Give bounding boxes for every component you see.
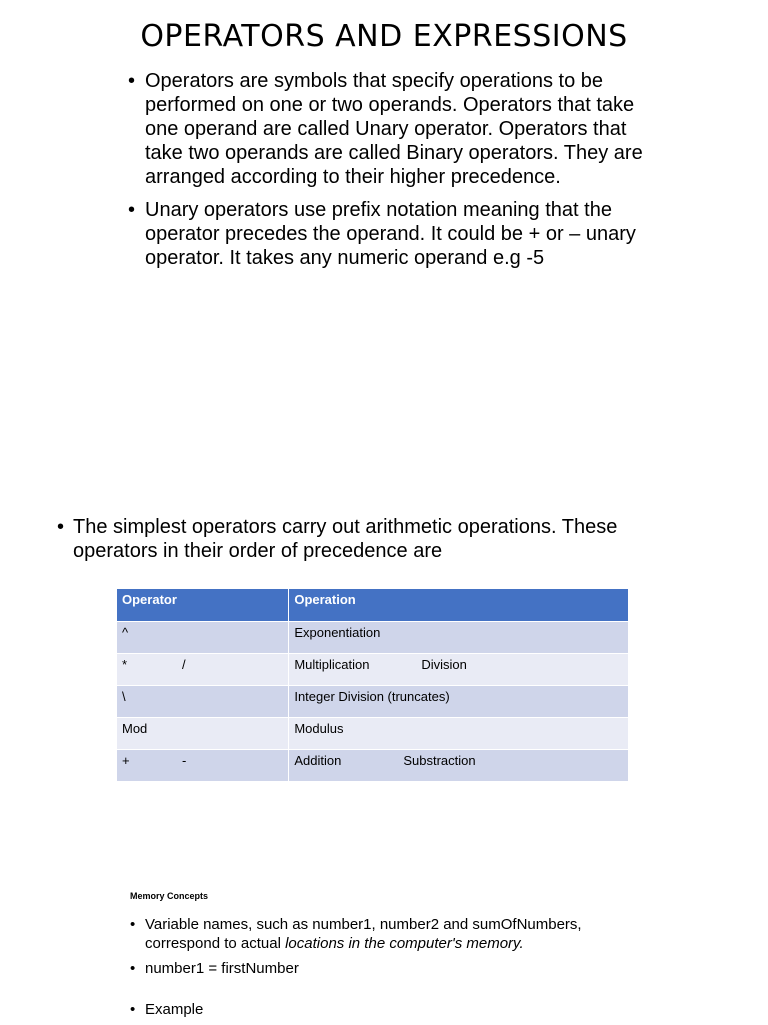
- operation-name: Modulus: [294, 720, 344, 736]
- operation-cell: [289, 653, 629, 685]
- operation-cell: [289, 749, 629, 781]
- operator-symbol: Mod: [122, 720, 148, 736]
- operation-cell: [289, 621, 629, 653]
- bullet-icon: •: [128, 199, 136, 221]
- operator-cell: [117, 717, 289, 749]
- operation-name: Division: [421, 656, 467, 672]
- operator-cell: [117, 685, 289, 717]
- bullet-icon: •: [130, 916, 136, 933]
- bullet-icon: •: [130, 1001, 136, 1018]
- operator-precedence-table: [117, 589, 629, 782]
- table-row: [117, 717, 629, 749]
- operator-symbol: *: [122, 656, 128, 672]
- bullet-text-italic: locations in the computer's memory.: [285, 935, 524, 952]
- list-item: [57, 515, 657, 563]
- operator-symbol: /: [182, 656, 186, 672]
- operator-symbol: ^: [122, 624, 129, 640]
- intro-bullet-list: [128, 69, 648, 279]
- operator-cell: [117, 621, 289, 653]
- list-item: [130, 959, 650, 978]
- bullet-text: Operators are symbols that specify operations to be performed on one or two operands. Operators that take one operand are called Unary operator. Operators that take two operands are called Binary operators. They are arranged according to their higher precedence.: [145, 70, 643, 188]
- operator-cell: [117, 749, 289, 781]
- list-item: [130, 1000, 650, 1019]
- table-header-row: [117, 589, 629, 621]
- bullet-text: Variable names, such as number1, number2 and sumOfNumbers, correspond to actual: [145, 916, 582, 952]
- bullet-text: The simplest operators carry out arithmetic operations. These operators in their order of precedence are: [73, 516, 618, 562]
- list-item: [128, 198, 648, 270]
- bullet-text: number1 = firstNumber: [145, 960, 299, 977]
- bullet-text: Unary operators use prefix notation meaning that the operator precedes the operand. It could be + or – unary operator. It takes any numeric operand e.g -5: [145, 199, 636, 269]
- operator-symbol: -: [182, 752, 187, 768]
- operation-cell: [289, 685, 629, 717]
- list-item: [128, 69, 648, 189]
- bullet-icon: •: [57, 516, 65, 538]
- operator-symbol: +: [122, 752, 130, 768]
- operation-name: Exponentiation: [294, 624, 381, 640]
- operation-name: Addition: [294, 752, 342, 768]
- bullet-icon: •: [128, 70, 136, 92]
- bullet-icon: •: [130, 960, 136, 977]
- operation-name: Integer Division (truncates): [294, 688, 450, 704]
- operator-cell: [117, 653, 289, 685]
- arithmetic-bullet-list: [57, 515, 657, 563]
- table-row: [117, 653, 629, 685]
- header-operator: Operator: [117, 589, 289, 621]
- operation-cell: [289, 717, 629, 749]
- table-row: [117, 621, 629, 653]
- operator-symbol: \: [122, 688, 126, 704]
- table-row: [117, 685, 629, 717]
- memory-concepts-heading: Memory Concepts: [130, 891, 209, 901]
- operation-name: Substraction: [403, 752, 476, 768]
- table-row: [117, 749, 629, 781]
- memory-bullet-list: [130, 915, 650, 1025]
- header-operation: Operation: [289, 589, 629, 621]
- list-item: [130, 915, 650, 953]
- bullet-text: Example: [145, 1001, 204, 1018]
- operation-name: Multiplication: [294, 656, 370, 672]
- page-title: OPERATORS AND EXPRESSIONS: [140, 19, 628, 54]
